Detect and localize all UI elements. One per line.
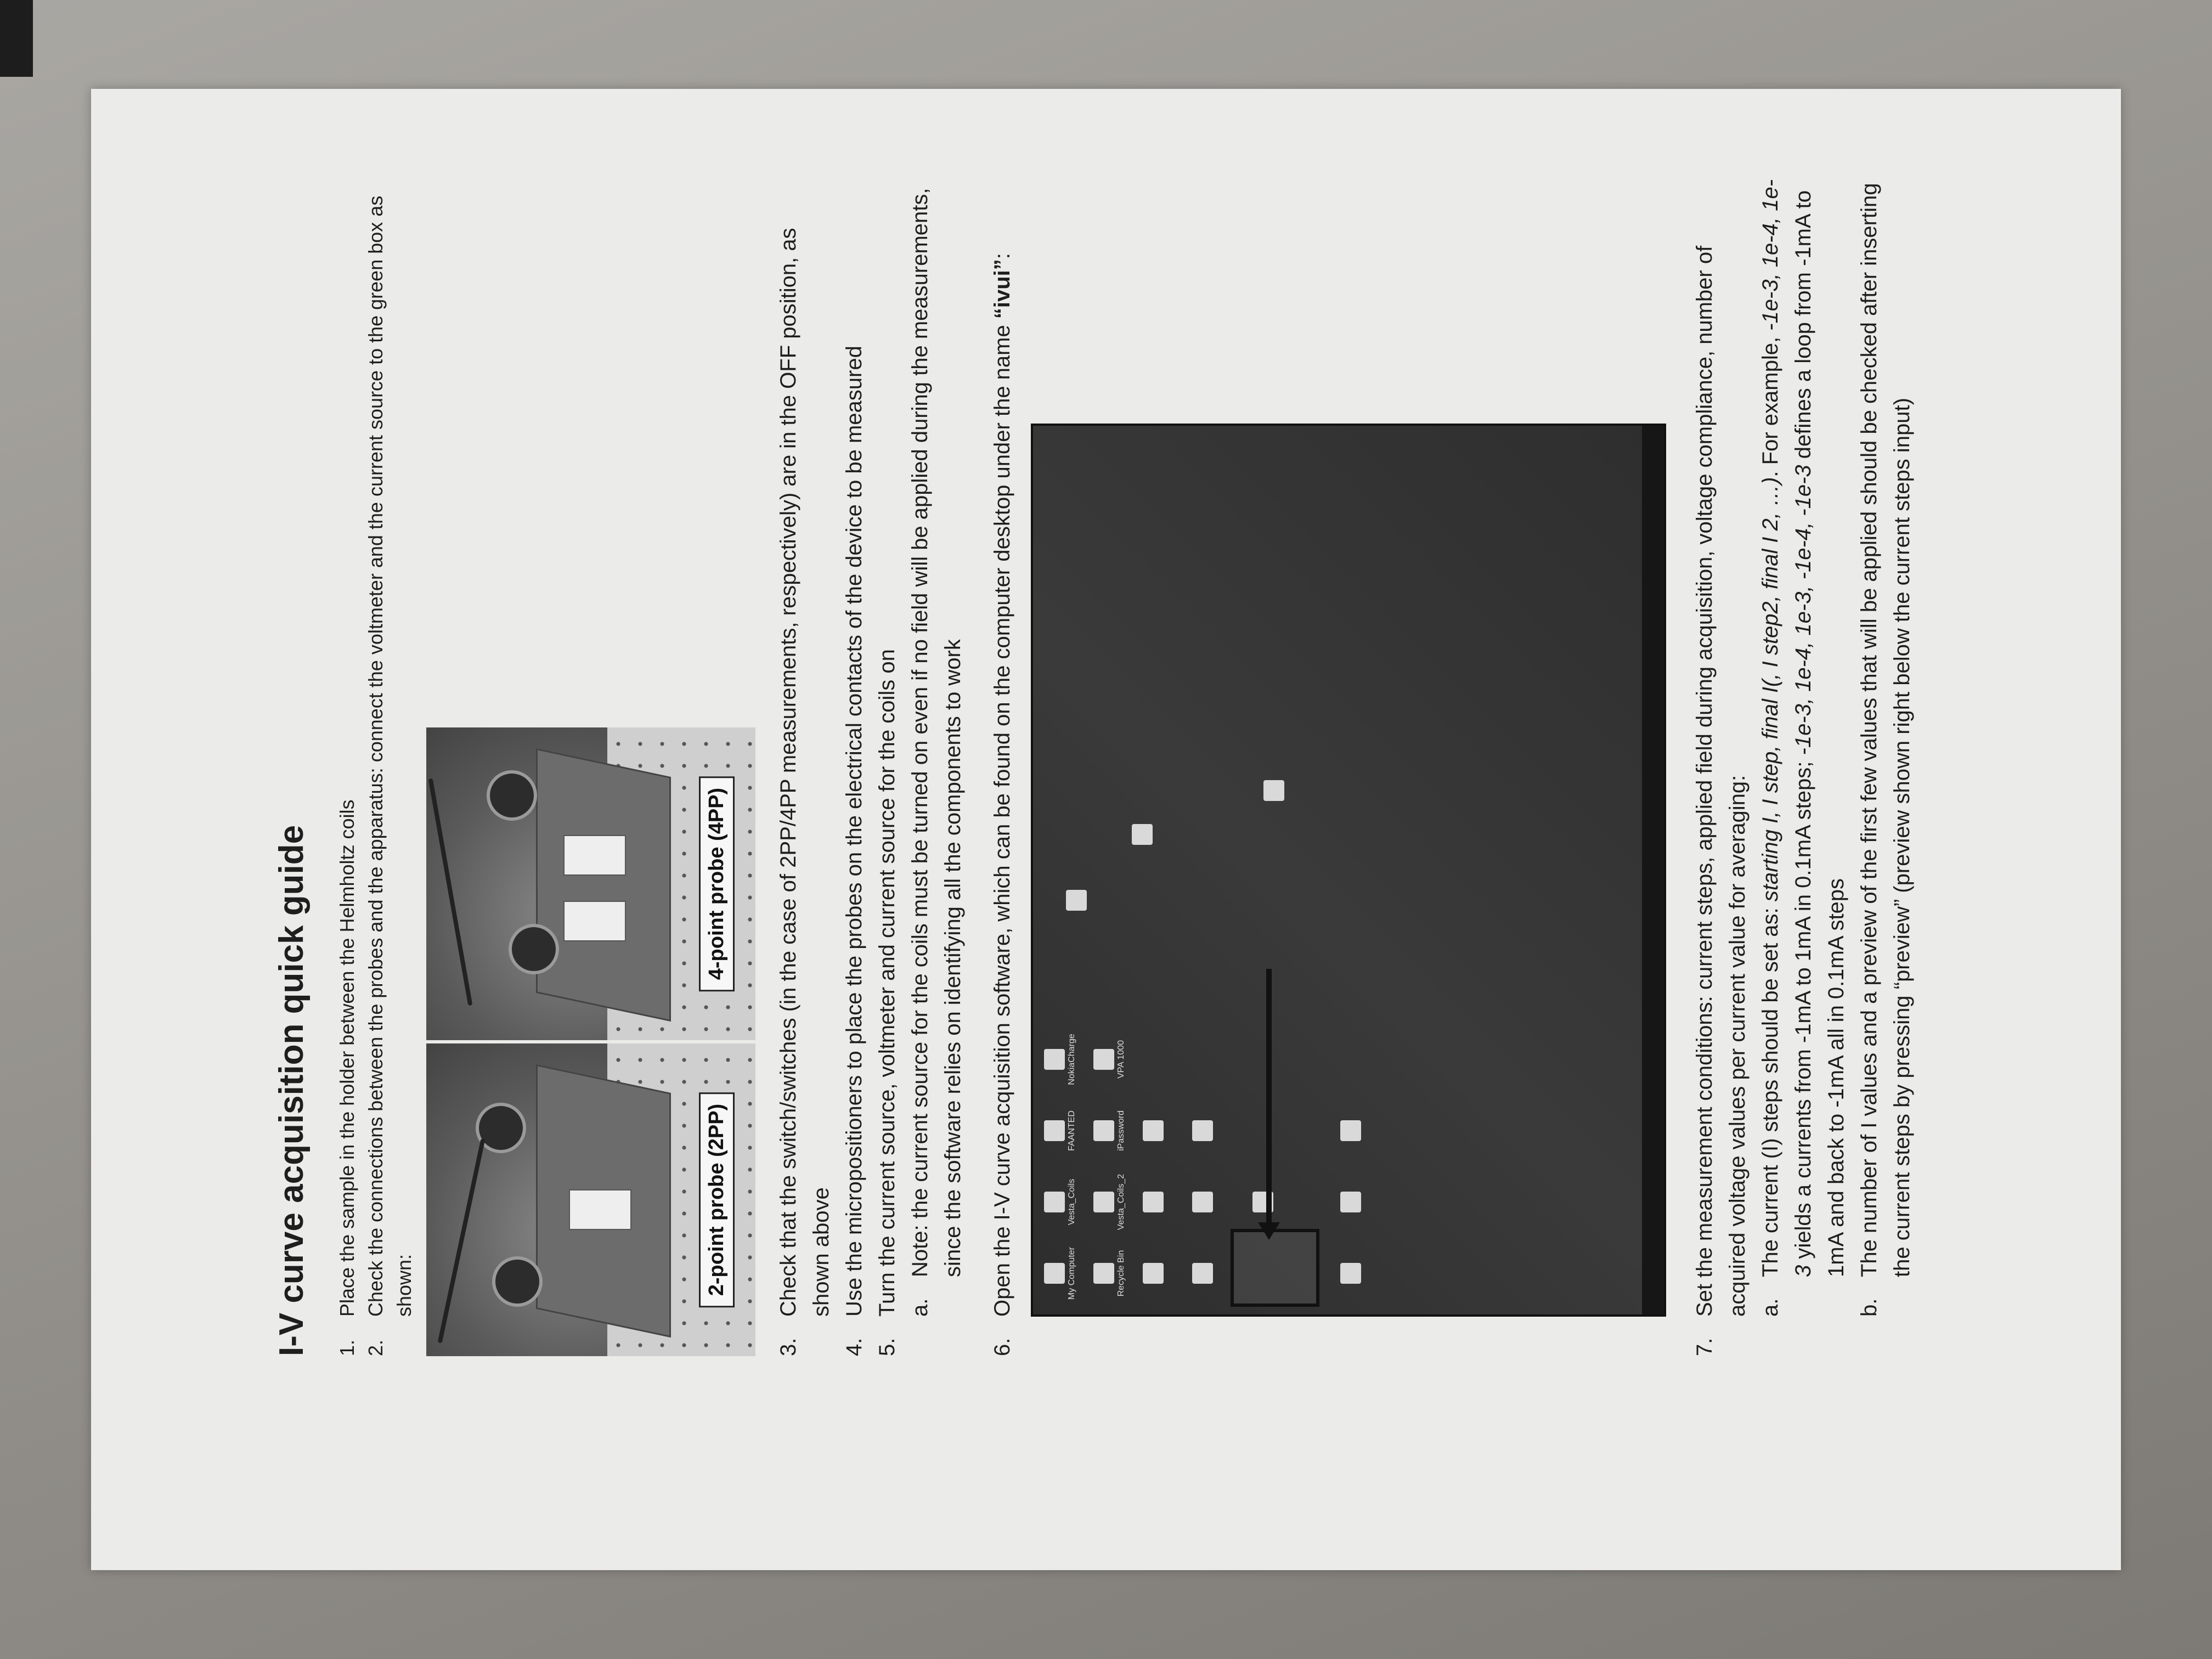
app-icon	[1192, 1120, 1213, 1141]
desktop-icon	[1044, 1243, 1077, 1304]
desktop-icon	[1192, 1243, 1215, 1304]
micropositioner-knob	[509, 924, 559, 974]
switch-box	[569, 1189, 631, 1230]
step-4	[838, 171, 871, 1356]
app-icon	[1132, 824, 1153, 845]
probe-photos	[426, 171, 755, 1356]
step-text	[986, 171, 1019, 1317]
step-text: Turn the current source, voltmeter and current source for the coils on	[875, 649, 899, 1317]
step-3	[772, 171, 838, 1356]
step-5a	[904, 171, 969, 1317]
desktop-icon	[1044, 1101, 1077, 1161]
desktop-icon	[1340, 1243, 1363, 1304]
step-1	[333, 171, 362, 1356]
step-7	[1688, 171, 1754, 1356]
desktop-icon	[1093, 1172, 1126, 1232]
app-icon	[1143, 1263, 1164, 1284]
desktop-icon	[1093, 1243, 1126, 1304]
desktop-icon-label: NokiaCharge	[1067, 1034, 1076, 1085]
step-number: 4.	[842, 1338, 866, 1356]
computer-icon	[1044, 1263, 1065, 1284]
app-icon	[1263, 780, 1284, 801]
app-icon	[1143, 1120, 1164, 1141]
document-title: I-V curve acquisition quick guide	[273, 825, 311, 1356]
folder-icon	[1044, 1192, 1065, 1212]
step-6-colon: :	[990, 253, 1014, 259]
desktop-icon	[1093, 1029, 1126, 1090]
text-run: yields a currents from -1mA to 1mA in 0.1mA steps;	[1791, 755, 1815, 1265]
folder-icon	[1093, 1192, 1114, 1212]
italic-run: starting I, I step, final I(, I step2, final I 2, …)	[1758, 477, 1782, 902]
step-number: 6.	[990, 1338, 1014, 1356]
step-text: Check that the switch/switches (in the case of 2PP/4PP measurements, respectively) are in the OFF position, as shown above	[776, 228, 833, 1317]
label-4pp: 4-point probe (4PP)	[699, 776, 735, 991]
step-number: 5.	[875, 1338, 899, 1356]
paper-sheet	[91, 89, 2121, 1570]
sub-letter: a.	[1758, 1298, 1782, 1317]
desktop-icon-label: Vesta_Coils_2	[1116, 1173, 1126, 1231]
step-text: Place the sample in the holder between the Helmholtz coils	[336, 799, 358, 1317]
step-2	[362, 171, 419, 1356]
desktop-icon	[1066, 870, 1089, 930]
desktop-icon-label: FAANTED	[1067, 1110, 1076, 1151]
step-number: 7.	[1692, 1338, 1717, 1356]
step-6	[986, 171, 1019, 1356]
desktop-icon	[1143, 1101, 1166, 1161]
step-text: Use the micropositioners to place the probes on the electrical contacts of the device to be measured	[842, 346, 866, 1317]
app-icon	[1340, 1192, 1361, 1212]
switch-box	[563, 835, 626, 876]
arrow-head-icon	[1258, 1222, 1280, 1240]
recycle-bin-icon	[1093, 1263, 1114, 1284]
sub-letter: a.	[908, 1298, 932, 1317]
software-name: “ivui”	[990, 259, 1014, 319]
step-number: 3.	[776, 1338, 800, 1356]
step-7a	[1754, 171, 1853, 1317]
cable	[428, 778, 473, 1006]
desktop-icon	[1143, 1243, 1166, 1304]
desktop-icon	[1044, 1172, 1077, 1232]
desktop-icon	[1044, 1029, 1077, 1090]
desktop-icon	[1192, 1101, 1215, 1161]
step-6-text: Open the I-V curve acquisition software, which can be found on the computer desktop under the name	[990, 319, 1014, 1317]
italic-run: -1e-3, 1e-4, 1e-3, -1e-4, -1e-3	[1791, 465, 1815, 755]
cable	[438, 1138, 486, 1343]
desktop-icon-label: My Computer	[1067, 1246, 1076, 1300]
desktop-icon	[1263, 760, 1286, 821]
pointer-arrow	[1266, 969, 1272, 1232]
label-2pp: 2-point probe (2PP)	[699, 1092, 735, 1307]
desktop-icon-label: Vesta_Coils	[1067, 1178, 1076, 1226]
app-icon	[1192, 1192, 1213, 1212]
sub-text: Note: the current source for the coils must be turned on even if no field will be applied during the measurements, since the software relies on identifying all the components to work	[908, 188, 965, 1277]
dark-corner	[0, 0, 33, 77]
app-icon	[1340, 1263, 1361, 1284]
app-icon	[1044, 1049, 1065, 1070]
desktop-icon	[1340, 1172, 1363, 1232]
ivui-icon-highlight	[1231, 1229, 1319, 1307]
desktop-icon	[1132, 804, 1155, 865]
app-icon	[1192, 1263, 1213, 1284]
desktop-icon-label: VPA 1000	[1116, 1040, 1126, 1079]
photo-2pp-setup	[426, 1043, 755, 1356]
step-5	[871, 171, 904, 1356]
app-icon	[1143, 1192, 1164, 1212]
switch-box	[563, 901, 626, 941]
desktop-icon	[1340, 1101, 1363, 1161]
desktop-icon	[1143, 1172, 1166, 1232]
sub-letter: b.	[1857, 1298, 1881, 1317]
app-icon	[1340, 1120, 1361, 1141]
desktop-icon-label: Recycle Bin	[1116, 1250, 1126, 1297]
app-icon	[1093, 1120, 1114, 1141]
desktop-icon-label: iPassword	[1116, 1110, 1126, 1151]
step-number: 2.	[364, 1339, 387, 1356]
app-icon	[1093, 1049, 1114, 1070]
app-icon	[1066, 890, 1087, 911]
text-run: The current (I) steps should be set as:	[1758, 901, 1782, 1277]
desktop-screenshot	[1031, 424, 1666, 1317]
micropositioner-knob	[487, 770, 537, 821]
document-content	[272, 171, 1918, 1356]
step-7b	[1853, 171, 1918, 1317]
step-number: 1.	[336, 1339, 358, 1356]
desktop-icon	[1093, 1101, 1126, 1161]
step-text: Check the connections between the probes and the apparatus: connect the voltmeter and the current source to the green box as shown:	[364, 195, 415, 1317]
micropositioner-knob	[492, 1256, 543, 1307]
taskbar	[1642, 426, 1664, 1314]
probe-stage	[536, 748, 671, 1022]
app-icon	[1044, 1120, 1065, 1141]
photo-4pp-setup	[426, 727, 755, 1040]
sub-text	[1754, 171, 1853, 1277]
step-text: Set the measurement conditions: current steps, applied field during acquisition, voltage compliance, number of acquired voltage values per current value for averaging:	[1692, 245, 1750, 1317]
italic-run: -1e-3, 1e-4, 1e-3	[1758, 179, 1815, 1277]
sub-text: The number of I values and a preview of the first few values that will be applied should be checked after inserting the current steps by pressing “preview” (preview shown right below the current steps input)	[1857, 183, 1914, 1277]
text-run: defines a loop from -1mA to 1mA and back to -1mA all in 0.1mA steps	[1791, 190, 1848, 1277]
desktop-icon	[1192, 1172, 1215, 1232]
text-run: . For example,	[1758, 330, 1782, 477]
